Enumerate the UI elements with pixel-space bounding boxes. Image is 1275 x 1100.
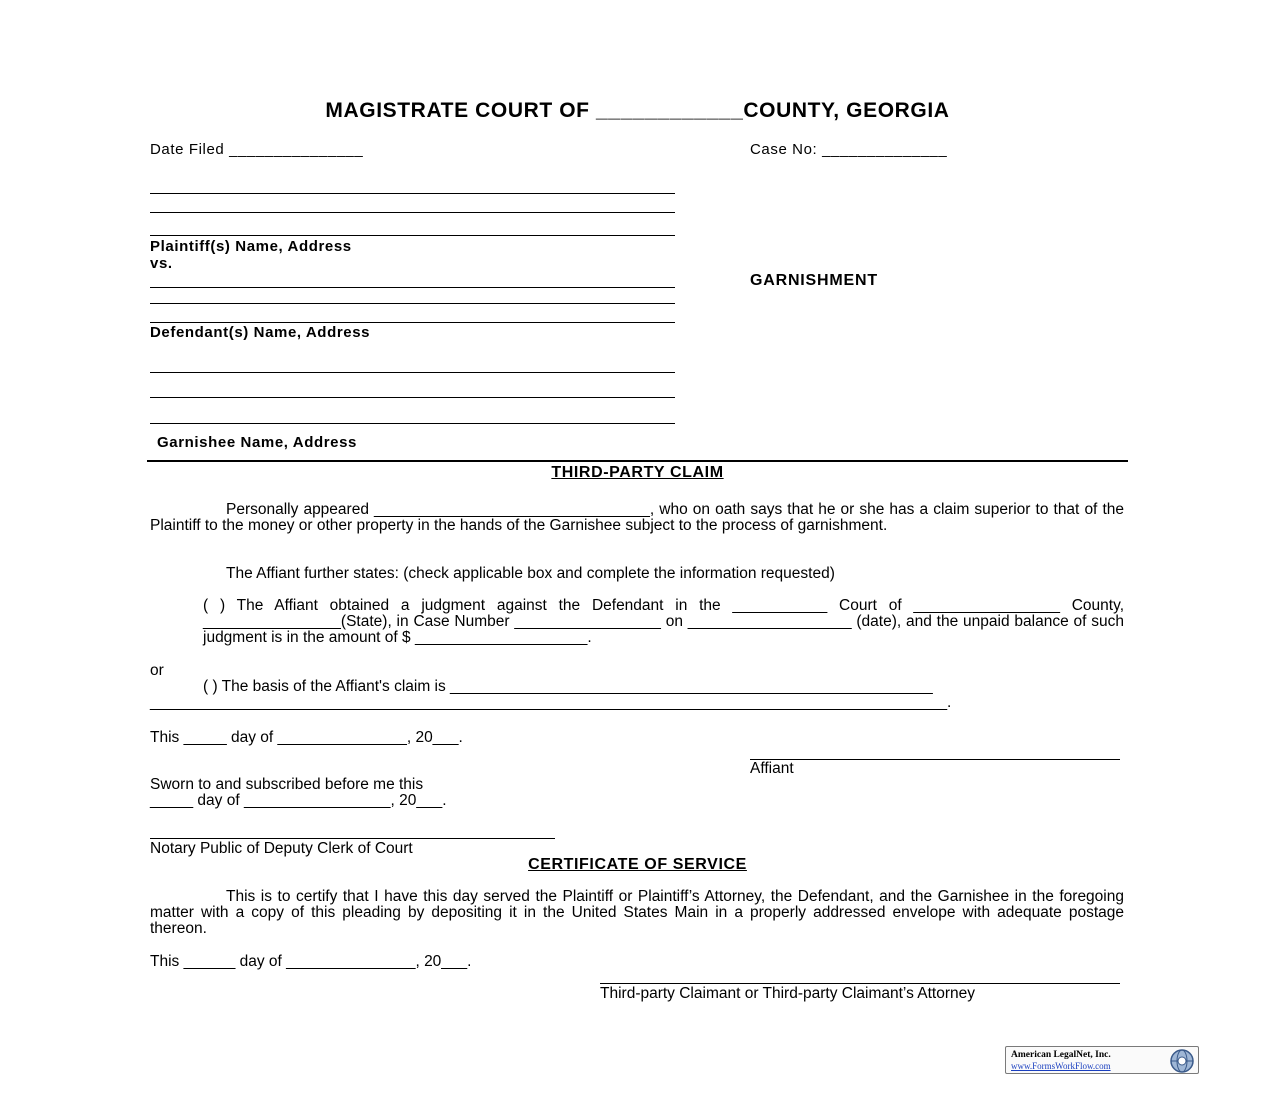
plaintiff-line-3 [150,235,675,236]
certificate-heading: CERTIFICATE OF SERVICE [528,856,747,873]
garnishee-line-1 [150,372,675,373]
sworn-statement: Sworn to and subscribed before me this [150,776,424,793]
date-filed: Date Filed _______________ [150,141,364,158]
defendant-line-1 [150,287,675,288]
notary-label: Notary Public of Deputy Clerk of Court [150,840,413,857]
case-number: Case No: ______________ [750,141,948,158]
defendant-line-2 [150,303,675,304]
claim-basis-continuation: _____________________________________________________________________________________________. [150,694,952,711]
claim-paragraph: Personally appeared ________________________________, who on oath says that he or she has a claim superior to that of the Plaintiff to the money or other property in the hands of the Garnishee subject to the process of garnishment. [150,501,1124,534]
plaintiff-line-1 [150,193,675,194]
garnishment-label: GARNISHMENT [750,272,878,289]
court-title: MAGISTRATE COURT OF ____________COUNTY, GEORGIA [325,99,950,122]
affiant-label: Affiant [750,760,794,777]
notary-signature-line [150,838,555,839]
claimant-signature-line [600,983,1120,984]
defendant-line-3 [150,322,675,323]
affiant-signature-line [750,759,1120,760]
garnishee-line-2 [150,397,675,398]
garnishee-line-3 [150,423,675,424]
versus-label: vs. [150,255,173,272]
publisher-logo [1005,1046,1199,1074]
certificate-date-line: This ______ day of _______________, 20___. [150,953,472,970]
claim-date-line: This _____ day of _______________, 20___. [150,729,463,746]
section-divider [147,460,1128,462]
affiant-states: The Affiant further states: (check applicable box and complete the information requested) [226,565,835,582]
judgment-option: ( ) The Affiant obtained a judgment against the Defendant in the ___________ Court of _________________ County, ________________(State), in Case Number _________________ on ___________________ (date), and the unpaid balance of such judgment is in the amount of $ ____________________. [203,597,1124,646]
publisher-name: American LegalNet, Inc. [1011,1050,1111,1060]
sworn-date-line: _____ day of _________________, 20___. [150,792,447,809]
publisher-url[interactable]: www.FormsWorkFlow.com [1011,1061,1111,1071]
plaintiff-label: Plaintiff(s) Name, Address [150,238,352,255]
certificate-paragraph: This is to certify that I have this day served the Plaintiff or Plaintiff’s Attorney, the Defendant, and the Garnishee in the foregoing matter with a copy of this pleading by depositing it in the United States Main in a properly addressed envelope with adequate postage thereon. [150,888,1124,937]
globe-icon [1169,1048,1195,1074]
garnishee-label: Garnishee Name, Address [157,434,357,451]
claim-basis-option: ( ) The basis of the Affiant's claim is ________________________________________________________ [203,678,933,695]
plaintiff-line-2 [150,212,675,213]
claimant-signature-label: Third-party Claimant or Third-party Claimant’s Attorney [600,985,976,1002]
third-party-claim-heading: THIRD-PARTY CLAIM [551,464,724,481]
or-label: or [150,662,164,679]
defendant-label: Defendant(s) Name, Address [150,324,371,341]
